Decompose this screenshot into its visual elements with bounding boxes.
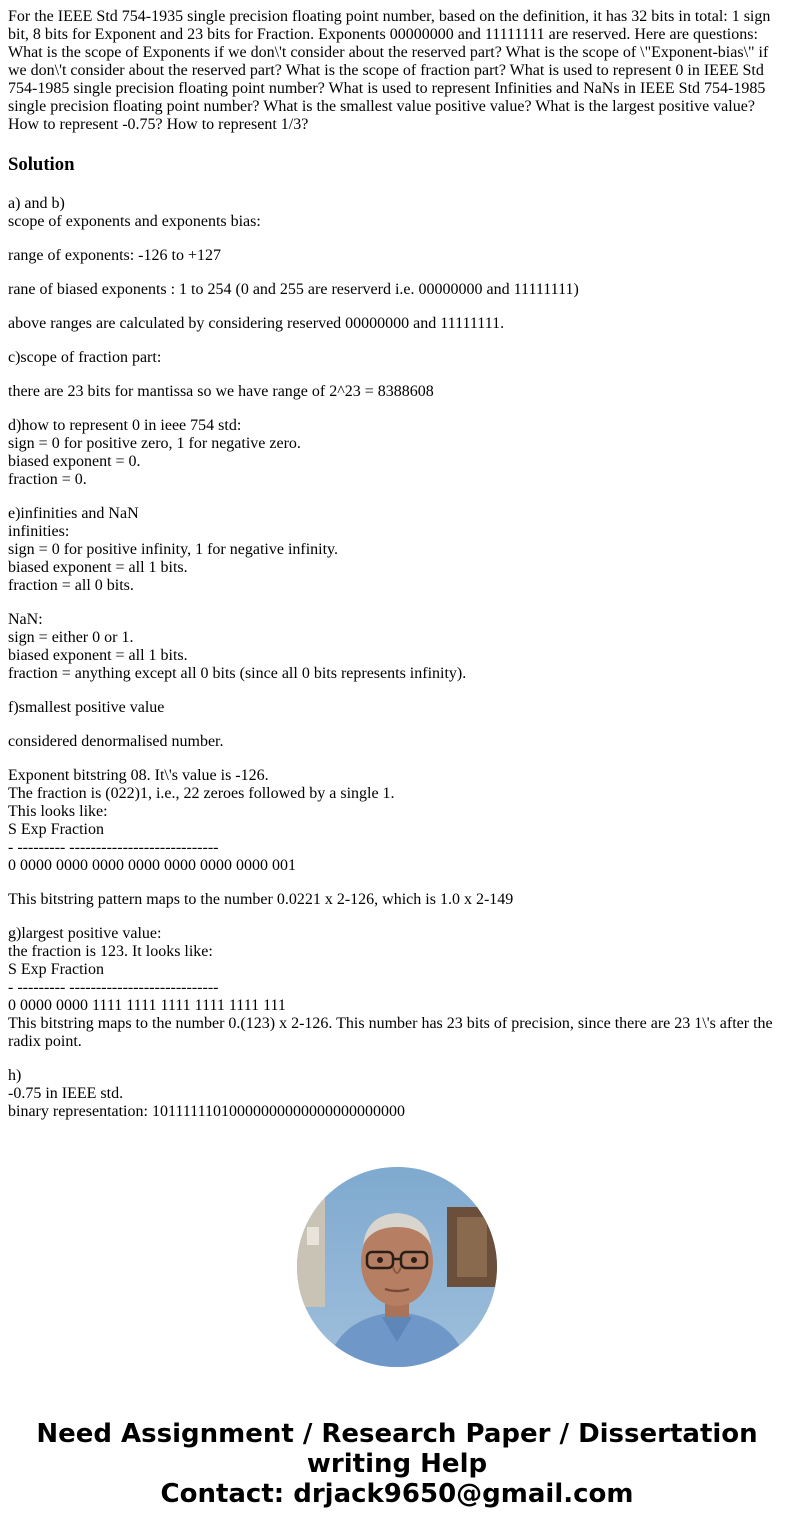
solution-line: S Exp Fraction <box>8 961 104 978</box>
solution-line: fraction = anything except all 0 bits (since all 0 bits represents infinity). <box>8 665 467 682</box>
footer-line-2: writing Help <box>306 1449 488 1479</box>
solution-line: - --------- ---------------------------- <box>8 979 219 996</box>
blank-line <box>8 299 786 315</box>
solution-line: infinities: <box>8 523 70 540</box>
blank-line <box>8 595 786 611</box>
solution-line: 0 0000 0000 1111 1111 1111 1111 1111 111 <box>8 997 286 1014</box>
solution-line: This looks like: <box>8 803 108 820</box>
author-portrait-image <box>297 1167 497 1367</box>
solution-body <box>8 195 786 1121</box>
solution-line: biased exponent = all 1 bits. <box>8 559 188 576</box>
solution-line: fraction = all 0 bits. <box>8 577 134 594</box>
solution-line: g)largest positive value: <box>8 925 162 942</box>
solution-line: f)smallest positive value <box>8 699 165 716</box>
solution-line: c)scope of fraction part: <box>8 349 162 366</box>
solution-line: there are 23 bits for mantissa so we have range of 2^23 = 8388608 <box>8 383 434 400</box>
solution-line: -0.75 in IEEE std. <box>8 1085 124 1102</box>
solution-line: NaN: <box>8 611 43 628</box>
solution-heading: Solution <box>8 154 75 175</box>
solution-line: h) <box>8 1067 22 1084</box>
blank-line <box>8 265 786 281</box>
solution-line: rane of biased exponents : 1 to 254 (0 and 255 are reserverd i.e. 00000000 and 11111111) <box>8 281 579 298</box>
solution-line: the fraction is 123. It looks like: <box>8 943 213 960</box>
blank-line <box>8 231 786 247</box>
blank-line <box>8 401 786 417</box>
solution-line: sign = 0 for positive infinity, 1 for negative infinity. <box>8 541 339 558</box>
blank-line <box>8 875 786 891</box>
author-avatar <box>297 1167 497 1367</box>
solution-line: range of exponents: -126 to +127 <box>8 247 221 264</box>
solution-line: biased exponent = all 1 bits. <box>8 647 188 664</box>
solution-line: sign = either 0 or 1. <box>8 629 134 646</box>
solution-line: S Exp Fraction <box>8 821 104 838</box>
blank-line <box>8 1051 786 1067</box>
solution-line: - --------- ---------------------------- <box>8 839 219 856</box>
blank-line <box>8 683 786 699</box>
footer-line-1: Need Assignment / Research Paper / Dissertation <box>36 1419 758 1449</box>
solution-line: This bitstring pattern maps to the number 0.0221 x 2-126, which is 1.0 x 2-149 <box>8 891 514 908</box>
solution-line: considered denormalised number. <box>8 733 224 750</box>
solution-line: e)infinities and NaN <box>8 505 139 522</box>
solution-line: sign = 0 for positive zero, 1 for negative zero. <box>8 435 301 452</box>
solution-line: binary representation: 10111111010000000000000000000000 <box>8 1103 405 1120</box>
avatar-container <box>8 1167 786 1367</box>
question-text: For the IEEE Std 754-1935 single precision floating point number, based on the definition, it has 32 bits in total: 1 sign bit, 8 bits for Exponent and 23 bits for Fraction. Exponents 00000000 and 11111111 are reserved. Here are questions: What is the scope of Exponents if we don\'t consider about the reserved part? What is the scope of \"Exponent-bias\" if we don\'t consider about the reserved part? What is the scope of fraction part? What is used to represent 0 in IEEE Std 754-1985 single precision floating point number? What is used to represent Infinities and NaNs in IEEE Std 754-1985 single precision floating point number? What is the smallest value positive value? What is the largest positive value? How to represent -0.75? How to represent 1/3? <box>8 8 771 133</box>
solution-line: The fraction is (022)1, i.e., 22 zeroes followed by a single 1. <box>8 785 395 802</box>
solution-line: fraction = 0. <box>8 471 87 488</box>
blank-line <box>8 751 786 767</box>
solution-line: Exponent bitstring 08. It\'s value is -126. <box>8 767 269 784</box>
solution-line: biased exponent = 0. <box>8 453 141 470</box>
solution-line: 0 0000 0000 0000 0000 0000 0000 0000 001 <box>8 857 296 874</box>
solution-line: d)how to represent 0 in ieee 754 std: <box>8 417 242 434</box>
solution-line: This bitstring maps to the number 0.(123) x 2-126. This number has 23 bits of precision, since there are 23 1\'s after the radix point. <box>8 1015 777 1050</box>
blank-line <box>8 489 786 505</box>
blank-line <box>8 367 786 383</box>
promo-footer <box>8 1419 786 1509</box>
blank-line <box>8 909 786 925</box>
solution-line: above ranges are calculated by considering reserved 00000000 and 11111111. <box>8 315 505 332</box>
blank-line <box>8 333 786 349</box>
solution-line: scope of exponents and exponents bias: <box>8 213 261 230</box>
solution-line: a) and b) <box>8 195 65 212</box>
footer-contact: Contact: drjack9650@gmail.com <box>160 1479 634 1509</box>
blank-line <box>8 717 786 733</box>
